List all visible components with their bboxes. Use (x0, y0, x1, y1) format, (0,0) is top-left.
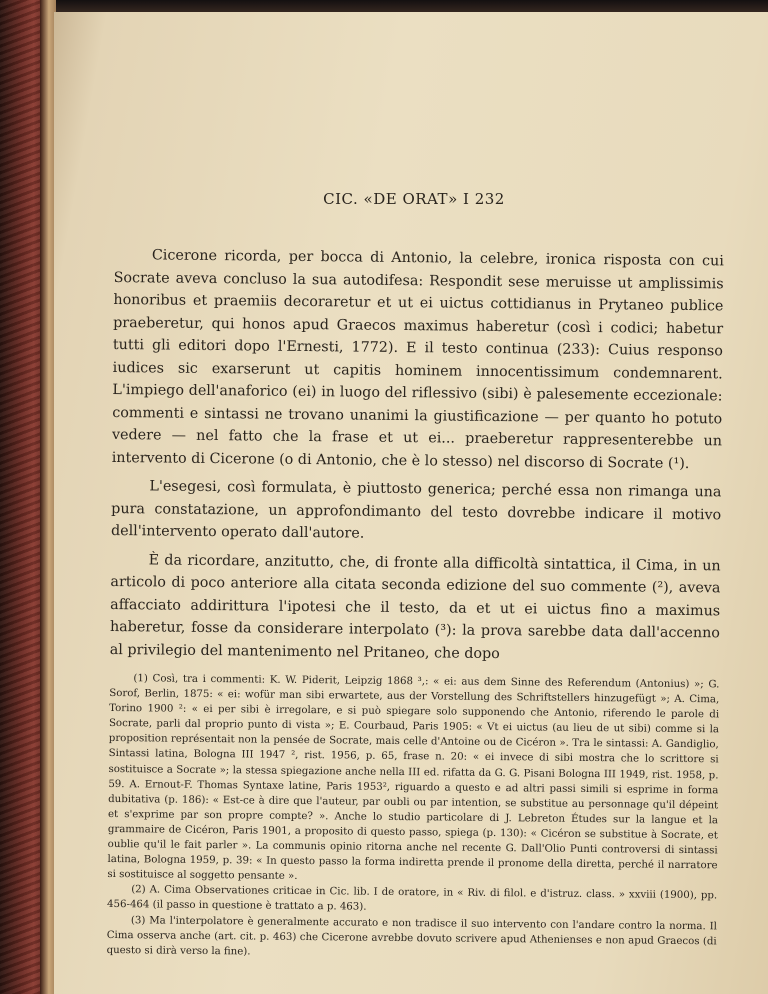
paragraph-2: L'esegesi, così formulata, è piuttosto generica; perché essa non rimanga una pura constatazione, un approfondimanto del testo dovrebbe indicare il motivo dell'intervento operato dall'autore. (110, 478, 722, 542)
paragraph-3: È da ricordare, anzitutto, che, di fronte alla difficoltà sintattica, il Cima, in un articolo di poco anteriore alla citata seconda edizione del suo commente (²), aveva affacciato addirittura l'ipotesi che il testo, da et ut ei uictus fino a maximus haberetur, fosse da considerare interpolato (³): la prova sarebbe data dall'accenno al privilegio del mantenimento nel Pritaneo, che dopo (109, 551, 721, 662)
footnote-2: (2) A. Cima Observationes criticae in Cic. lib. I de oratore, in « Riv. di filol. e d'istruz. class. » xxviii (1900), pp. 456-464 (il passo in questione è trattato a p. 463). (107, 884, 718, 914)
footnote-1: (1) Così, tra i commenti: K. W. Piderit, Leipzig 1868 ³,: « ei: aus dem Sinne des Referendum (Antonius) »; G. Sorof, Berlin, 1875: « ei: wofür man sibi erwartete, aus der Vorstellung des Schriftstellers hinzugefügt »; A. Cima, Torino 1900 ²: « ei per sibi è irregolare, e si può spiegare solo supponendo che Antonio, riferendo le parole di Socrate, parli dal proprio punto di vista »; E. Courbaud, Paris 1905: « Vt ei uictus (au lieu de ut sibi) comme si la proposition représentait non la pensée de Socrate, mais celle d'Antoine ou de Cicéron ». Tra le sintassi: A. Gandiglio, Sintassi latina, Bologna III 1947 ², rist. 1956, p. 65, frase n. 20: « ei invece di sibi mostra che lo scrittore si sostituisce a Socrate »; la stessa spiegazione anche nella III ed. rifatta da G. G. Pisani Bologna III 1949, rist. 1958, p. 59. A. Ernout-F. Thomas Syntaxe latine, Paris 1953², riguardo a questo e ad altri passi simili si esprime in forma dubitativa (p. 186): « Est-ce à dire que l'auteur, par oubli ou par intention, se substitue au personnage qu'il dépeint et s'exprime par son propre compte? ». Anche lo studio particolare di J. Lebreton Études sur la langue et la grammaire de Cicéron, Paris 1901, a proposito di questo passo, spiega (p. 130): « Cicéron se substitue à Socrate, et oublie qu'il le fait parler ». La communis opinio ritorna anche nel recente G. Dall'Olio Punti controversi di sintassi latina, Bologna 1959, p. 39: « In questo passo la forma indiretta prende il pronome della diretta, perché il narratore si sostituisce al soggetto pensante ». (107, 673, 720, 883)
book-page (54, 12, 768, 994)
footnote-3: (3) Ma l'interpolatore è generalmente accurato e non tradisce il suo intervento con l'andare contro la norma. Il Cima osserva anche (art. cit. p. 463) che Cicerone avrebbe dovuto scrivere apud Athenienses e non apud Graecos (di questo si dirà verso la fine). (106, 914, 717, 958)
main-text (107, 244, 724, 964)
running-header: CIC. «DE ORAT» I 232 (323, 190, 505, 208)
paragraph-1: Cicerone ricorda, per bocca di Antonio, la celebre, ironica risposta con cui Socrate aveva concluso la sua autodifesa: Respondit sese meruisse ut amplissimis honoribus et praemiis decoraretur et ut ei uictus cottidianus in Prytaneo publice praeberetur, qui honos apud Graecos maximus haberetur (così i codici; habetur tutti gli editori dopo l'Ernesti, 1772). E il testo continua (233): Cuius responso iudices sic exarserunt ut capitis hominem innocentissimum condemnarent. L'impiego dell'anaforico (ei) in luogo del riflessivo (sibi) è palesemente eccezionale: commenti e sintassi ne trovano unanimi la giustificazione — per quanto ho potuto vedere — nel fatto che la frase et ut ei... praeberetur rappresenterebbe un intervento di Cicerone (o di Antonio, che è lo stesso) nel discorso di Socrate (¹). (111, 247, 724, 472)
footnotes (107, 671, 720, 964)
